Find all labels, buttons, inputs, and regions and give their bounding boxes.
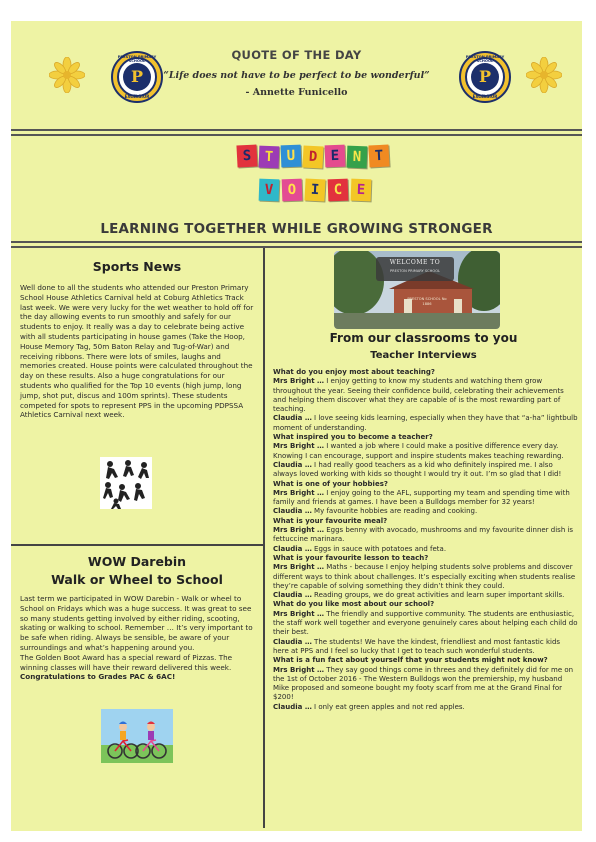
answer-text: I love seeing kids learning, especially when they have that “a-ha” lightbulb moment of understanding. xyxy=(273,414,578,432)
student-voice-banner xyxy=(237,145,397,215)
badge-text-bottom: EXCELSIOR xyxy=(472,94,498,99)
sports-body: Well done to all the students who attended our Preston Primary School House Athletics Carnival held at Coburg Athletics Track last week. We were very lucky for the wet weather to hold off for the day allowing events to run smoothly and safely for our students to enjoy. It really was a day to celebrate being active with all students participating in house games (Take the Hoop, House Memory Tag, 50m Baton Relay and Tug-of-War) and receiving ribbons. There were lots of smiles, laughs and memories created. House points were calculated throughout the day on these results. Also a huge congratulations for our students who qualified for the Top 10 events (high jump, long jump, shot put, discus and 100m sprints). These students competed for spots to represent PPS in the upcoming PDPSSA Athletics Carnival next week. xyxy=(20,283,254,420)
answer-speaker: Mrs Bright … xyxy=(273,526,324,535)
answer-text: I enjoy going to the AFL, supporting my team and spending time with family and friends at games. I have been a Bulldogs member for 32 years! xyxy=(273,488,570,507)
interview-answer xyxy=(273,377,578,414)
interview-answer xyxy=(273,591,578,600)
answer-text: I wanted a job where I could make a positive difference every day. Knowing I can encourage, support and inspire students makes teaching rewarding. xyxy=(273,442,564,460)
answer-text: They say good things come in threes and they definitely did for me on the 1st of October 2016 - The Western Bulldogs won the premiership, my husband Mike proposed and someone bought my footy scarf from me at the Grand Final for $200! xyxy=(273,665,574,702)
divider-rule xyxy=(11,134,582,136)
answer-text: Eggs benny with avocado, mushrooms and my favourite dinner dish is fettuccine marinara. xyxy=(273,526,574,544)
interview-qa xyxy=(273,368,578,712)
athletes-silhouette-image xyxy=(100,457,152,509)
badge-text-bottom: EXCELSIOR xyxy=(124,94,150,99)
letter-tile: T xyxy=(259,146,280,169)
interview-answer xyxy=(273,414,578,433)
wow-body-text: Last term we participated in WOW Darebin - Walk or wheel to School on Fridays which was a huge success. It was great to see so many students getting involved by either riding, scooting, skating or walking to school. Remember … It’s very important to be safe when riding. Always be sensible, be aware of your surroundings and what’s happening around you. xyxy=(20,594,253,652)
letter-tile: D xyxy=(302,145,323,168)
letter-tile: T xyxy=(368,144,389,167)
interview-question: What do you enjoy most about teaching? xyxy=(273,368,435,376)
interview-answer xyxy=(273,703,578,712)
answer-text: Eggs in sauce with potatoes and feta. xyxy=(311,544,447,553)
interview-question: What is your favourite lesson to teach? xyxy=(273,553,429,562)
letter-tile: U xyxy=(281,145,302,168)
quote-text: “Life does not have to be perfect to be wonderful” xyxy=(163,70,430,81)
kids-cycling-image xyxy=(101,709,173,763)
interview-answer xyxy=(273,442,578,461)
answer-speaker: Mrs Bright … xyxy=(273,377,324,386)
interview-question: What is a fun fact about yourself that your students might not know? xyxy=(273,656,548,665)
answer-text: I enjoy getting to know my students and watching them grow throughout the year. Seeing their confidence build, celebrating their achievements and helping them discover what they are capable of is the most rewarding part of teaching. xyxy=(273,377,564,414)
interviews-subheading: Teacher Interviews xyxy=(370,350,477,361)
section-divider xyxy=(11,544,263,546)
sports-heading: Sports News xyxy=(92,259,182,274)
badge-text-top: PRESTON PRIMARY SCHOOL xyxy=(117,55,157,63)
letter-tile: I xyxy=(304,178,325,201)
answer-text: I had really good teachers as a kid who definitely inspired me. I also always loved working with kids so thought I would try it out. I’m so glad that I did! xyxy=(273,460,562,479)
wow-subheading: Walk or Wheel to School xyxy=(51,572,223,587)
answer-speaker: Mrs Bright … xyxy=(273,665,324,674)
answer-speaker: Claudia … xyxy=(273,507,312,516)
divider-rule xyxy=(11,129,582,131)
answer-speaker: Claudia … xyxy=(273,544,312,553)
answer-text: The friendly and supportive community. The students are enthusiastic, the staff work well together and everyone genuinely cares about helping each child do their best. xyxy=(273,609,578,637)
letter-tile: V xyxy=(259,179,280,202)
letter-tile: E xyxy=(325,145,346,168)
interview-answer xyxy=(273,461,578,480)
answer-text: My favourite hobbies are reading and cooking. xyxy=(311,507,478,516)
quote-author: - Annette Funicello xyxy=(245,87,348,98)
photo-sign-text: WELCOME TO xyxy=(389,259,441,266)
letter-tile: C xyxy=(328,179,349,202)
answer-text: I only eat green apples and not red apples. xyxy=(311,702,465,711)
answer-speaker: Claudia … xyxy=(273,637,312,646)
letter-tile: O xyxy=(282,179,303,202)
wow-body xyxy=(20,594,258,682)
letter-tile: S xyxy=(236,144,257,167)
interview-question: What is your favourite meal? xyxy=(273,516,388,525)
wow-body-reward: The Golden Boot Award has a special reward of Pizzas. The winning classes will have their reward delivered this week. xyxy=(20,652,233,672)
photo-building-text: PRESTON SCHOOL No 1886 xyxy=(407,297,447,306)
interview-answer xyxy=(273,610,578,638)
tagline: LEARNING TOGETHER WHILE GROWING STRONGER xyxy=(100,221,493,237)
classrooms-heading: From our classrooms to you xyxy=(329,331,518,345)
letter-tile: N xyxy=(347,146,368,169)
badge-letter: P xyxy=(478,67,492,86)
divider-rule xyxy=(11,246,582,248)
answer-speaker: Claudia … xyxy=(273,702,312,711)
answer-text: Maths - because I enjoy helping students solve problems and discover different ways to think about challenges. It’s especially exciting when students realise they’re capable of solving something they didn’t think they could. xyxy=(273,563,576,590)
answer-speaker: Mrs Bright … xyxy=(273,488,324,497)
interview-answer xyxy=(273,638,578,657)
wow-congrats: Congratulations to Grades PAC & 6AC! xyxy=(20,672,176,682)
interview-answer xyxy=(273,545,578,554)
interview-answer xyxy=(273,563,578,591)
badge-text-top: PRESTON PRIMARY SCHOOL xyxy=(465,55,505,63)
flower-icon xyxy=(526,57,562,93)
interview-question: What do you like most about our school? xyxy=(273,600,435,609)
answer-speaker: Mrs Bright … xyxy=(273,442,324,451)
interview-answer xyxy=(273,666,578,703)
answer-text: Reading groups, we do great activities and learn super important skills. xyxy=(311,591,565,600)
divider-rule xyxy=(11,241,582,243)
answer-speaker: Claudia … xyxy=(273,414,312,423)
badge-letter: P xyxy=(130,67,144,86)
answer-speaker: Mrs Bright … xyxy=(273,563,324,572)
answer-speaker: Claudia … xyxy=(273,591,312,600)
interview-answer xyxy=(273,526,578,545)
interview-answer xyxy=(273,489,578,508)
school-badge-right xyxy=(459,51,511,103)
answer-speaker: Mrs Bright … xyxy=(273,609,324,618)
wow-heading: WOW Darebin xyxy=(87,554,187,569)
photo-sign-sub: PRESTON PRIMARY SCHOOL xyxy=(389,269,441,273)
quote-title: QUOTE OF THE DAY xyxy=(231,48,362,62)
letter-tile: E xyxy=(351,179,372,202)
answer-speaker: Claudia … xyxy=(273,460,312,469)
interview-question: What inspired you to become a teacher? xyxy=(273,433,433,442)
newsletter-page xyxy=(11,21,582,831)
answer-text: The students! We have the kindest, friendliest and most fantastic kids here at PPS and I feel so lucky that I get to teach such wonderful students. xyxy=(273,637,561,655)
interview-answer xyxy=(273,507,578,516)
interview-question: What is one of your hobbies? xyxy=(273,479,388,488)
